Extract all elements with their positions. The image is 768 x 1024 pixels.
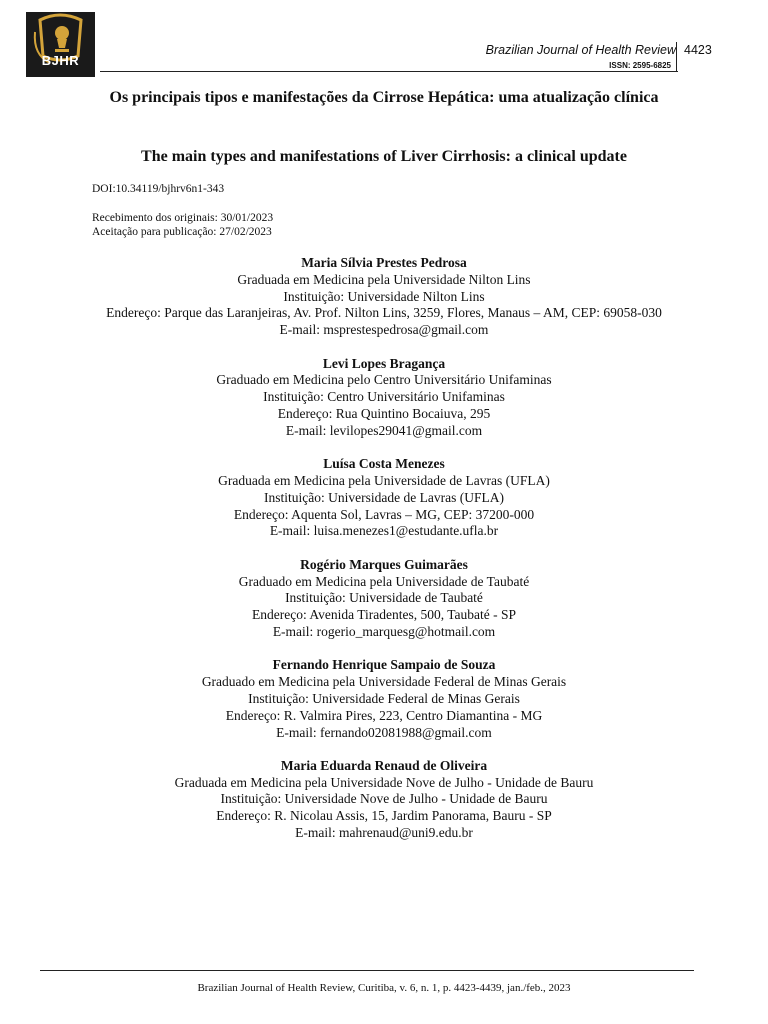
author-institution: Instituição: Universidade de Lavras (UFLA) [264,489,504,505]
author-block [84,557,684,641]
footer-citation: Brazilian Journal of Health Review, Curitiba, v. 6, n. 1, p. 4423-4439, jan./feb., 2023 [197,982,571,994]
accepted-date: Aceitação para publicação: 27/02/2023 [92,226,272,238]
article-title-en: The main types and manifestations of Liver Cirrhosis: a clinical update [141,148,627,165]
author-email: E-mail: levilopes29041@gmail.com [285,422,483,438]
author-email: E-mail: luisa.menezes1@estudante.ufla.br [269,523,499,539]
author-degree: Graduada em Medicina pela Universidade Nove de Julho - Unidade de Bauru [174,774,594,790]
author-degree: Graduado em Medicina pela Universidade Federal de Minas Gerais [201,674,567,690]
journal-name: Brazilian Journal of Health Review [485,43,676,57]
author-email: E-mail: fernando02081988@gmail.com [276,724,492,740]
author-block [84,456,684,540]
author-name: Fernando Henrique Sampaio de Souza [272,657,496,673]
author-name: Maria Eduarda Renaud de Oliveira [280,757,488,773]
footer-divider [40,970,694,971]
author-institution: Instituição: Universidade Federal de Minas Gerais [248,690,520,706]
author-degree: Graduado em Medicina pelo Centro Universitário Unifaminas [216,372,552,388]
logo-text: BJHR [41,53,80,68]
author-address: Endereço: Aquenta Sol, Lavras – MG, CEP: 37200-000 [233,506,535,522]
author-block [84,657,684,741]
author-block [84,356,684,440]
article-title-pt: Os principais tipos e manifestações da Cirrose Hepática: uma atualização clínica [109,89,659,106]
doi: DOI:10.34119/bjhrv6n1-343 [92,183,225,195]
author-name: Luísa Costa Menezes [323,456,445,472]
header-divider [100,71,678,72]
author-address: Endereço: Rua Quintino Bocaiuva, 295 [277,405,491,421]
author-name: Maria Sílvia Prestes Pedrosa [301,255,467,270]
journal-logo [26,12,95,77]
author-degree: Graduada em Medicina pela Universidade de Lavras (UFLA) [218,472,550,488]
page-number: 4423 [684,43,712,57]
author-address: Endereço: R. Nicolau Assis, 15, Jardim Panorama, Bauru - SP [216,808,552,824]
author-institution: Instituição: Centro Universitário Unifaminas [263,389,505,405]
issn: ISSN: 2595-6825 [609,61,671,70]
author-block [84,255,684,339]
author-list [84,255,684,842]
author-block [84,758,684,842]
author-name: Levi Lopes Bragança [322,355,446,371]
author-institution: Instituição: Universidade Nove de Julho - Unidade de Bauru [220,791,548,807]
author-email: E-mail: mahrenaud@uni9.edu.br [295,825,473,841]
author-institution: Instituição: Universidade Nilton Lins [283,288,485,304]
received-date: Recebimento dos originais: 30/01/2023 [92,212,274,224]
author-email: E-mail: rogerio_marquesg@hotmail.com [272,623,496,639]
author-address: Endereço: Avenida Tiradentes, 500, Taubaté - SP [251,607,516,623]
author-name: Rogério Marques Guimarães [300,556,468,572]
author-degree: Graduado em Medicina pela Universidade de Taubaté [238,573,530,589]
author-institution: Instituição: Universidade de Taubaté [285,590,483,606]
author-email: E-mail: msprestespedrosa@gmail.com [279,322,489,338]
header-vertical-divider [676,42,677,72]
author-degree: Graduada em Medicina pela Universidade Nilton Lins [237,271,531,287]
author-address: Endereço: R. Valmira Pires, 223, Centro Diamantina - MG [225,707,543,723]
author-address: Endereço: Parque das Laranjeiras, Av. Prof. Nilton Lins, 3259, Flores, Manaus – AM, CEP: 69058-030 [106,305,662,321]
